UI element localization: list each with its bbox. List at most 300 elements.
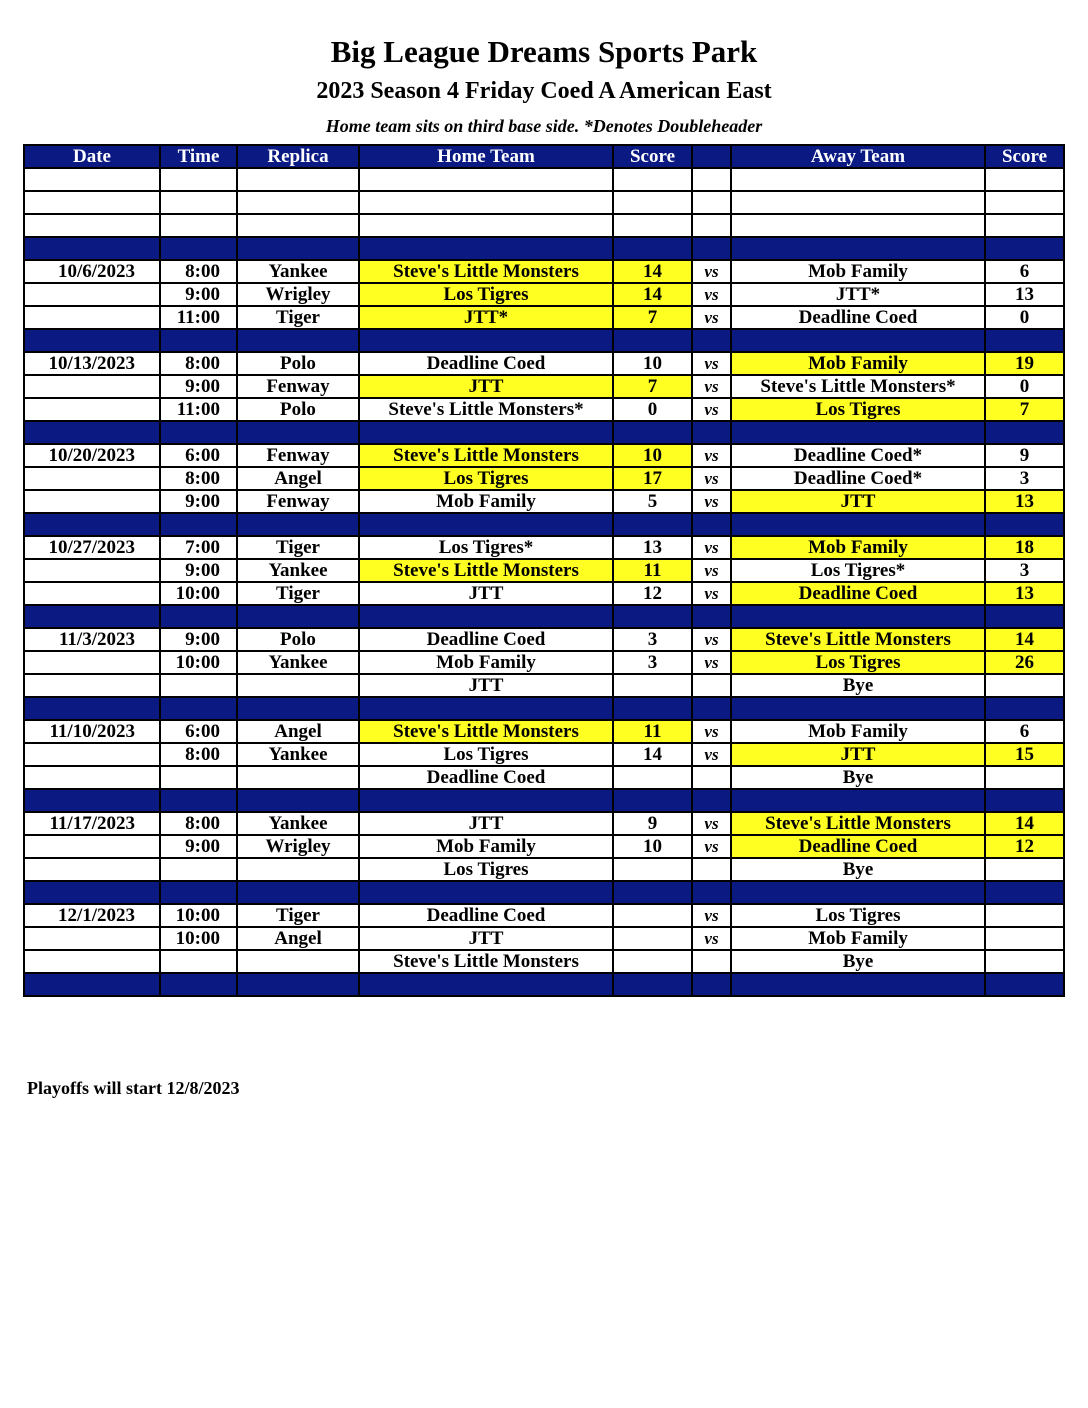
replica-cell: Fenway: [237, 444, 359, 467]
away-team-cell: Mob Family: [731, 720, 985, 743]
home-team-cell: JTT: [359, 674, 613, 697]
away-score-cell: [985, 904, 1064, 927]
table-row: [24, 812, 1064, 835]
date-cell: [24, 191, 160, 214]
away-team-cell: Deadline Coed: [731, 835, 985, 858]
separator-cell: [613, 973, 692, 996]
home-team-cell: [359, 214, 613, 237]
separator-cell: [160, 237, 237, 260]
separator-cell: [237, 697, 359, 720]
vs-cell: [692, 674, 731, 697]
table-row: [24, 559, 1064, 582]
home-team-cell: [359, 191, 613, 214]
home-score-cell: [613, 904, 692, 927]
date-cell: [24, 743, 160, 766]
week-separator-row: [24, 329, 1064, 352]
vs-cell: vs: [692, 904, 731, 927]
home-score-cell: 11: [613, 720, 692, 743]
away-score-cell: 3: [985, 467, 1064, 490]
home-team-cell: Steve's Little Monsters: [359, 950, 613, 973]
time-cell: 8:00: [160, 743, 237, 766]
away-team-cell: Bye: [731, 766, 985, 789]
playoffs-note: Playoffs will start 12/8/2023: [27, 1078, 240, 1098]
separator-cell: [613, 605, 692, 628]
replica-cell: [237, 191, 359, 214]
separator-cell: [237, 605, 359, 628]
vs-cell: vs: [692, 398, 731, 421]
vs-cell: vs: [692, 536, 731, 559]
col-header-vs: [692, 145, 731, 168]
home-score-cell: [613, 927, 692, 950]
away-score-cell: [985, 766, 1064, 789]
replica-cell: Fenway: [237, 490, 359, 513]
away-score-cell: 3: [985, 559, 1064, 582]
time-cell: [160, 766, 237, 789]
table-row: [24, 858, 1064, 881]
date-cell: [24, 835, 160, 858]
separator-cell: [237, 513, 359, 536]
week-separator-row: [24, 605, 1064, 628]
separator-cell: [692, 237, 731, 260]
away-score-cell: 9: [985, 444, 1064, 467]
home-team-cell: Los Tigres: [359, 467, 613, 490]
replica-cell: Angel: [237, 467, 359, 490]
separator-cell: [24, 329, 160, 352]
separator-cell: [359, 513, 613, 536]
separator-cell: [359, 973, 613, 996]
away-team-cell: Bye: [731, 858, 985, 881]
separator-cell: [613, 513, 692, 536]
separator-cell: [985, 513, 1064, 536]
away-team-cell: JTT: [731, 490, 985, 513]
date-cell: [24, 950, 160, 973]
separator-cell: [692, 513, 731, 536]
vs-cell: [692, 191, 731, 214]
home-team-cell: JTT*: [359, 306, 613, 329]
home-score-cell: [613, 858, 692, 881]
separator-cell: [24, 421, 160, 444]
table-row: [24, 306, 1064, 329]
separator-cell: [985, 697, 1064, 720]
away-score-cell: [985, 858, 1064, 881]
date-cell: [24, 559, 160, 582]
separator-cell: [24, 237, 160, 260]
away-team-cell: Los Tigres*: [731, 559, 985, 582]
separator-cell: [24, 513, 160, 536]
vs-cell: vs: [692, 582, 731, 605]
separator-cell: [359, 237, 613, 260]
table-row: [24, 927, 1064, 950]
date-cell: [24, 766, 160, 789]
separator-cell: [692, 697, 731, 720]
vs-cell: vs: [692, 490, 731, 513]
separator-cell: [613, 421, 692, 444]
home-score-cell: 12: [613, 582, 692, 605]
col-header-away-team: Away Team: [731, 145, 985, 168]
separator-cell: [692, 881, 731, 904]
home-score-cell: [613, 214, 692, 237]
date-cell: [24, 214, 160, 237]
vs-cell: [692, 214, 731, 237]
away-team-cell: Mob Family: [731, 352, 985, 375]
away-score-cell: [985, 168, 1064, 191]
date-cell: 10/27/2023: [24, 536, 160, 559]
table-row: [24, 467, 1064, 490]
away-team-cell: [731, 214, 985, 237]
table-row: [24, 674, 1064, 697]
table-row: [24, 582, 1064, 605]
home-team-cell: Steve's Little Monsters*: [359, 398, 613, 421]
home-team-cell: Steve's Little Monsters: [359, 720, 613, 743]
home-score-cell: 3: [613, 628, 692, 651]
week-separator-row: [24, 881, 1064, 904]
home-score-cell: 14: [613, 743, 692, 766]
replica-cell: [237, 674, 359, 697]
date-cell: 11/3/2023: [24, 628, 160, 651]
table-row: [24, 720, 1064, 743]
table-row: [24, 398, 1064, 421]
separator-cell: [237, 789, 359, 812]
separator-cell: [613, 789, 692, 812]
vs-cell: vs: [692, 559, 731, 582]
table-row: [24, 651, 1064, 674]
table-row: [24, 375, 1064, 398]
replica-cell: Fenway: [237, 375, 359, 398]
time-cell: 8:00: [160, 260, 237, 283]
replica-cell: Tiger: [237, 582, 359, 605]
table-row: [24, 214, 1064, 237]
separator-cell: [359, 881, 613, 904]
date-cell: 10/6/2023: [24, 260, 160, 283]
separator-cell: [359, 329, 613, 352]
date-cell: [24, 582, 160, 605]
away-team-cell: Steve's Little Monsters*: [731, 375, 985, 398]
separator-cell: [692, 789, 731, 812]
vs-cell: vs: [692, 306, 731, 329]
table-row: [24, 490, 1064, 513]
week-separator-row: [24, 697, 1064, 720]
replica-cell: [237, 950, 359, 973]
vs-cell: [692, 858, 731, 881]
away-score-cell: [985, 927, 1064, 950]
vs-cell: vs: [692, 352, 731, 375]
separator-cell: [613, 237, 692, 260]
away-team-cell: JTT*: [731, 283, 985, 306]
home-score-cell: 11: [613, 559, 692, 582]
table-row: [24, 168, 1064, 191]
separator-cell: [692, 329, 731, 352]
replica-cell: [237, 168, 359, 191]
time-cell: [160, 674, 237, 697]
separator-cell: [160, 513, 237, 536]
home-score-cell: [613, 168, 692, 191]
separator-cell: [731, 973, 985, 996]
home-team-cell: Mob Family: [359, 651, 613, 674]
schedule-table: [23, 144, 1065, 997]
separator-cell: [731, 789, 985, 812]
separator-cell: [692, 605, 731, 628]
away-score-cell: 13: [985, 283, 1064, 306]
separator-cell: [692, 421, 731, 444]
replica-cell: Polo: [237, 352, 359, 375]
replica-cell: [237, 858, 359, 881]
replica-cell: Tiger: [237, 904, 359, 927]
time-cell: 6:00: [160, 444, 237, 467]
date-cell: [24, 168, 160, 191]
col-header-home-score: Score: [613, 145, 692, 168]
col-header-time: Time: [160, 145, 237, 168]
separator-cell: [160, 789, 237, 812]
vs-cell: vs: [692, 743, 731, 766]
away-score-cell: 26: [985, 651, 1064, 674]
date-cell: [24, 306, 160, 329]
time-cell: 11:00: [160, 306, 237, 329]
table-row: [24, 628, 1064, 651]
home-score-cell: 10: [613, 835, 692, 858]
vs-cell: vs: [692, 651, 731, 674]
home-score-cell: [613, 766, 692, 789]
replica-cell: Polo: [237, 398, 359, 421]
home-score-cell: [613, 674, 692, 697]
table-row: [24, 283, 1064, 306]
home-score-cell: 10: [613, 352, 692, 375]
away-score-cell: [985, 191, 1064, 214]
away-score-cell: 15: [985, 743, 1064, 766]
replica-cell: Polo: [237, 628, 359, 651]
away-team-cell: Los Tigres: [731, 904, 985, 927]
col-header-replica: Replica: [237, 145, 359, 168]
table-row: [24, 950, 1064, 973]
time-cell: 9:00: [160, 283, 237, 306]
home-team-cell: Steve's Little Monsters: [359, 444, 613, 467]
away-score-cell: 14: [985, 628, 1064, 651]
away-score-cell: 13: [985, 582, 1064, 605]
separator-cell: [160, 329, 237, 352]
away-score-cell: 13: [985, 490, 1064, 513]
home-score-cell: 7: [613, 375, 692, 398]
schedule-body: [24, 168, 1064, 996]
week-separator-row: [24, 973, 1064, 996]
separator-cell: [731, 881, 985, 904]
home-score-cell: 10: [613, 444, 692, 467]
away-team-cell: [731, 168, 985, 191]
vs-cell: vs: [692, 444, 731, 467]
separator-cell: [237, 973, 359, 996]
home-team-cell: JTT: [359, 375, 613, 398]
separator-cell: [160, 697, 237, 720]
vs-cell: vs: [692, 927, 731, 950]
week-separator-row: [24, 789, 1064, 812]
separator-cell: [692, 973, 731, 996]
time-cell: 10:00: [160, 927, 237, 950]
replica-cell: [237, 214, 359, 237]
date-cell: [24, 398, 160, 421]
away-score-cell: [985, 950, 1064, 973]
home-team-cell: Deadline Coed: [359, 352, 613, 375]
away-score-cell: 6: [985, 260, 1064, 283]
table-row: [24, 835, 1064, 858]
home-team-cell: Los Tigres: [359, 858, 613, 881]
separator-cell: [985, 421, 1064, 444]
time-cell: [160, 950, 237, 973]
home-team-cell: JTT: [359, 812, 613, 835]
vs-cell: vs: [692, 720, 731, 743]
away-score-cell: 6: [985, 720, 1064, 743]
separator-cell: [613, 329, 692, 352]
home-score-cell: 9: [613, 812, 692, 835]
replica-cell: Yankee: [237, 559, 359, 582]
separator-cell: [985, 605, 1064, 628]
col-header-home-team: Home Team: [359, 145, 613, 168]
away-team-cell: Mob Family: [731, 536, 985, 559]
separator-cell: [731, 237, 985, 260]
table-row: [24, 352, 1064, 375]
week-separator-row: [24, 513, 1064, 536]
separator-cell: [985, 237, 1064, 260]
separator-cell: [160, 421, 237, 444]
date-cell: 11/10/2023: [24, 720, 160, 743]
time-cell: 10:00: [160, 582, 237, 605]
date-cell: 10/20/2023: [24, 444, 160, 467]
date-cell: [24, 858, 160, 881]
time-cell: [160, 858, 237, 881]
time-cell: 8:00: [160, 812, 237, 835]
away-score-cell: 12: [985, 835, 1064, 858]
separator-cell: [731, 329, 985, 352]
away-team-cell: Steve's Little Monsters: [731, 812, 985, 835]
away-team-cell: Mob Family: [731, 927, 985, 950]
time-cell: 9:00: [160, 490, 237, 513]
away-score-cell: 0: [985, 306, 1064, 329]
replica-cell: Yankee: [237, 651, 359, 674]
separator-cell: [985, 881, 1064, 904]
header-row: [24, 145, 1064, 168]
away-score-cell: [985, 214, 1064, 237]
home-team-cell: JTT: [359, 582, 613, 605]
separator-cell: [24, 789, 160, 812]
home-team-cell: Mob Family: [359, 835, 613, 858]
home-team-cell: JTT: [359, 927, 613, 950]
time-cell: 9:00: [160, 559, 237, 582]
away-team-cell: Deadline Coed: [731, 582, 985, 605]
separator-cell: [731, 697, 985, 720]
time-cell: 8:00: [160, 467, 237, 490]
home-score-cell: [613, 191, 692, 214]
vs-cell: vs: [692, 260, 731, 283]
home-score-cell: 14: [613, 260, 692, 283]
separator-cell: [359, 789, 613, 812]
time-cell: 9:00: [160, 835, 237, 858]
home-score-cell: 13: [613, 536, 692, 559]
table-row: [24, 743, 1064, 766]
page-subtitle: 2023 Season 4 Friday Coed A American East: [316, 78, 772, 104]
table-row: [24, 444, 1064, 467]
separator-cell: [160, 881, 237, 904]
separator-cell: [731, 605, 985, 628]
home-team-cell: Deadline Coed: [359, 766, 613, 789]
home-score-cell: 0: [613, 398, 692, 421]
away-team-cell: Los Tigres: [731, 398, 985, 421]
vs-cell: vs: [692, 812, 731, 835]
home-team-cell: [359, 168, 613, 191]
date-cell: [24, 651, 160, 674]
separator-cell: [613, 697, 692, 720]
date-cell: 12/1/2023: [24, 904, 160, 927]
week-separator-row: [24, 421, 1064, 444]
home-score-cell: 7: [613, 306, 692, 329]
separator-cell: [24, 605, 160, 628]
replica-cell: Yankee: [237, 812, 359, 835]
away-team-cell: Deadline Coed*: [731, 444, 985, 467]
replica-cell: Yankee: [237, 260, 359, 283]
home-score-cell: 14: [613, 283, 692, 306]
time-cell: 11:00: [160, 398, 237, 421]
home-team-cell: Mob Family: [359, 490, 613, 513]
away-score-cell: 14: [985, 812, 1064, 835]
separator-cell: [985, 789, 1064, 812]
time-cell: 9:00: [160, 628, 237, 651]
page-note: Home team sits on third base side. *Denotes Doubleheader: [325, 116, 763, 136]
replica-cell: Angel: [237, 927, 359, 950]
date-cell: [24, 375, 160, 398]
vs-cell: vs: [692, 628, 731, 651]
separator-cell: [24, 697, 160, 720]
home-team-cell: Steve's Little Monsters: [359, 260, 613, 283]
time-cell: 7:00: [160, 536, 237, 559]
replica-cell: Tiger: [237, 306, 359, 329]
vs-cell: vs: [692, 835, 731, 858]
home-team-cell: Los Tigres: [359, 743, 613, 766]
separator-cell: [160, 973, 237, 996]
time-cell: 10:00: [160, 651, 237, 674]
replica-cell: Wrigley: [237, 283, 359, 306]
replica-cell: Tiger: [237, 536, 359, 559]
table-row: [24, 191, 1064, 214]
time-cell: [160, 214, 237, 237]
replica-cell: Angel: [237, 720, 359, 743]
home-score-cell: 5: [613, 490, 692, 513]
separator-cell: [160, 605, 237, 628]
home-team-cell: Deadline Coed: [359, 904, 613, 927]
replica-cell: Wrigley: [237, 835, 359, 858]
away-team-cell: Deadline Coed: [731, 306, 985, 329]
date-cell: [24, 490, 160, 513]
vs-cell: vs: [692, 375, 731, 398]
separator-cell: [985, 973, 1064, 996]
separator-cell: [359, 697, 613, 720]
replica-cell: [237, 766, 359, 789]
time-cell: 6:00: [160, 720, 237, 743]
separator-cell: [731, 513, 985, 536]
date-cell: [24, 283, 160, 306]
vs-cell: vs: [692, 283, 731, 306]
away-team-cell: Deadline Coed*: [731, 467, 985, 490]
away-score-cell: 19: [985, 352, 1064, 375]
separator-cell: [985, 329, 1064, 352]
home-team-cell: Deadline Coed: [359, 628, 613, 651]
away-team-cell: [731, 191, 985, 214]
week-separator-row: [24, 237, 1064, 260]
home-score-cell: [613, 950, 692, 973]
date-cell: [24, 674, 160, 697]
away-score-cell: 0: [985, 375, 1064, 398]
home-score-cell: 3: [613, 651, 692, 674]
away-team-cell: Mob Family: [731, 260, 985, 283]
separator-cell: [359, 605, 613, 628]
col-header-date: Date: [24, 145, 160, 168]
date-cell: 11/17/2023: [24, 812, 160, 835]
table-row: [24, 904, 1064, 927]
